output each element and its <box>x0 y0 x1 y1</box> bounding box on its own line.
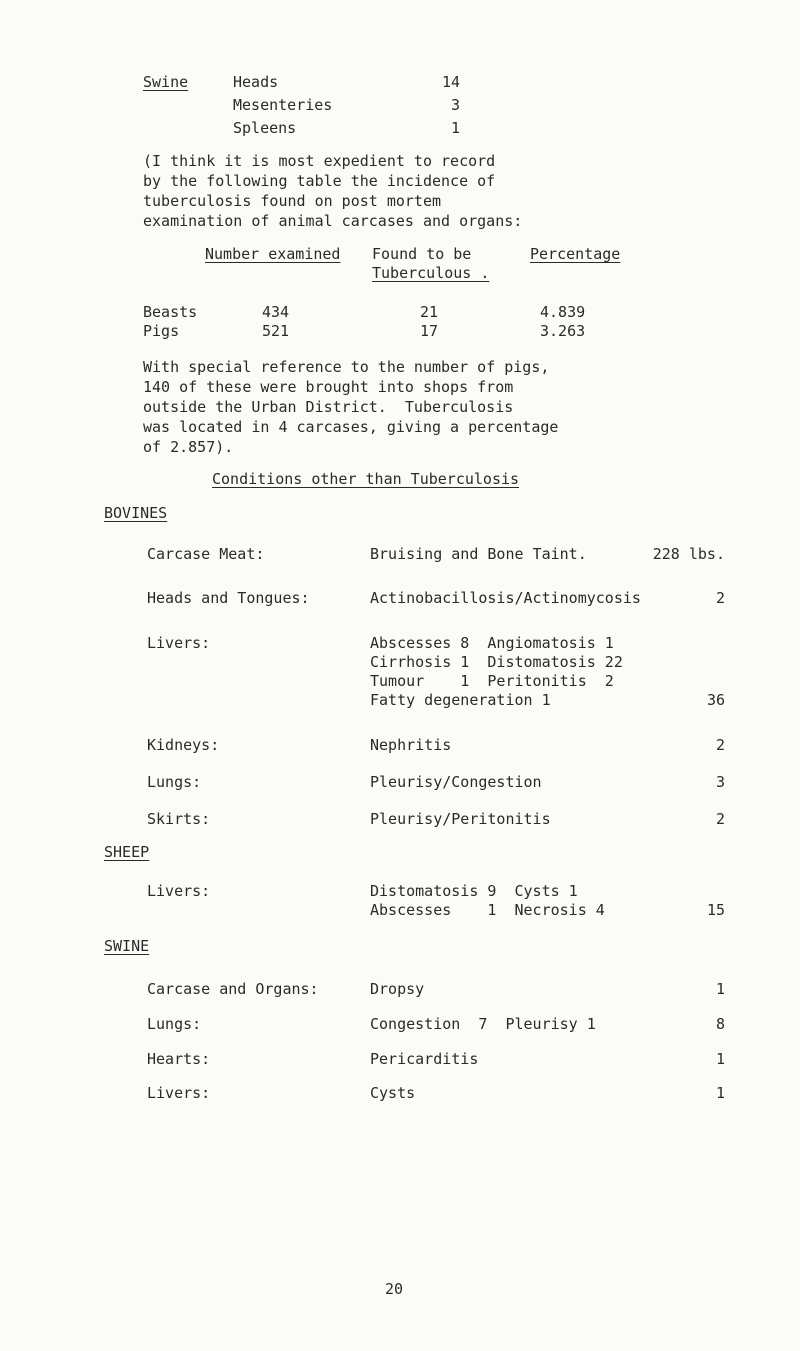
summary-heads-label: Heads <box>233 73 279 91</box>
bovines-skirts-part: Skirts: <box>147 810 211 828</box>
summary-spleens-label: Spleens <box>233 119 297 137</box>
sheep-livers-total: 15 <box>706 901 725 919</box>
header-number-examined: Number examined <box>205 245 341 263</box>
swine-hearts-part: Hearts: <box>147 1050 211 1068</box>
intro-line-3: tuberculosis found on post mortem <box>143 192 442 210</box>
bovines-carcase-total: 228 lbs. <box>652 545 725 563</box>
bovines-heads-condition: Actinobacillosis/Actinomycosis <box>370 589 641 607</box>
sheep-livers-line-1: Distomatosis 9 Cysts 1 <box>370 882 578 900</box>
swine-lungs-total: 8 <box>715 1015 725 1033</box>
bovines-livers-part: Livers: <box>147 634 211 652</box>
intro-line-2: by the following table the incidence of <box>143 172 496 190</box>
swine-carcase-condition: Dropsy <box>370 980 425 998</box>
summary-spleens-count: 1 <box>450 119 460 137</box>
pigs-line-1: With special reference to the number of pigs, <box>143 358 550 376</box>
bovines-kidneys-total: 2 <box>715 736 725 754</box>
header-found-line2: Tuberculous . <box>372 264 490 282</box>
bovines-lungs-part: Lungs: <box>147 773 202 791</box>
swine-carcase-total: 1 <box>715 980 725 998</box>
bovines-carcase-condition: Bruising and Bone Taint. <box>370 545 587 563</box>
row-beasts-percentage: 4.839 <box>540 303 586 321</box>
conditions-heading: Conditions other than Tuberculosis <box>212 470 520 488</box>
sheep-livers-part: Livers: <box>147 882 211 900</box>
row-beasts-animal: Beasts <box>143 303 198 321</box>
pigs-line-4: was located in 4 carcases, giving a percentage <box>143 418 559 436</box>
swine-heading: SWINE <box>104 937 150 955</box>
swine-livers-condition: Cysts <box>370 1084 416 1102</box>
swine-livers-total: 1 <box>715 1084 725 1102</box>
swine-lungs-condition: Congestion 7 Pleurisy 1 <box>370 1015 596 1033</box>
row-pigs-found: 17 <box>420 322 439 340</box>
intro-line-4: examination of animal carcases and organs: <box>143 212 523 230</box>
swine-lungs-part: Lungs: <box>147 1015 202 1033</box>
header-found-line1: Found to be <box>372 245 472 263</box>
bovines-lungs-condition: Pleurisy/Congestion <box>370 773 542 791</box>
swine-hearts-condition: Pericarditis <box>370 1050 479 1068</box>
summary-mesenteries-label: Mesenteries <box>233 96 333 114</box>
swine-livers-part: Livers: <box>147 1084 211 1102</box>
bovines-kidneys-condition: Nephritis <box>370 736 452 754</box>
bovines-skirts-condition: Pleurisy/Peritonitis <box>370 810 551 828</box>
bovines-heads-part: Heads and Tongues: <box>147 589 310 607</box>
row-beasts-examined: 434 <box>262 303 290 321</box>
pigs-line-5: of 2.857). <box>143 438 234 456</box>
bovines-heads-total: 2 <box>715 589 725 607</box>
bovines-livers-line-3: Tumour 1 Peritonitis 2 <box>370 672 614 690</box>
intro-line-1: (I think it is most expedient to record <box>143 152 496 170</box>
bovines-kidneys-part: Kidneys: <box>147 736 220 754</box>
bovines-skirts-total: 2 <box>715 810 725 828</box>
swine-carcase-part: Carcase and Organs: <box>147 980 319 998</box>
bovines-lungs-total: 3 <box>715 773 725 791</box>
row-pigs-percentage: 3.263 <box>540 322 586 340</box>
swine-hearts-total: 1 <box>715 1050 725 1068</box>
pigs-line-3: outside the Urban District. Tuberculosis <box>143 398 514 416</box>
bovines-livers-line-1: Abscesses 8 Angiomatosis 1 <box>370 634 614 652</box>
summary-mesenteries-count: 3 <box>450 96 460 114</box>
pigs-line-2: 140 of these were brought into shops from <box>143 378 514 396</box>
bovines-heading: BOVINES <box>104 504 168 522</box>
row-beasts-found: 21 <box>420 303 439 321</box>
sheep-livers-line-2: Abscesses 1 Necrosis 4 <box>370 901 605 919</box>
bovines-carcase-part: Carcase Meat: <box>147 545 265 563</box>
sheep-heading: SHEEP <box>104 843 150 861</box>
bovines-livers-total: 36 <box>706 691 725 709</box>
bovines-livers-line-2: Cirrhosis 1 Distomatosis 22 <box>370 653 623 671</box>
header-percentage: Percentage <box>530 245 621 263</box>
swine-label: Swine <box>143 73 189 91</box>
row-pigs-examined: 521 <box>262 322 290 340</box>
summary-heads-count: 14 <box>441 73 460 91</box>
row-pigs-animal: Pigs <box>143 322 180 340</box>
page-number: 20 <box>385 1280 404 1298</box>
bovines-livers-line-4: Fatty degeneration 1 <box>370 691 551 709</box>
